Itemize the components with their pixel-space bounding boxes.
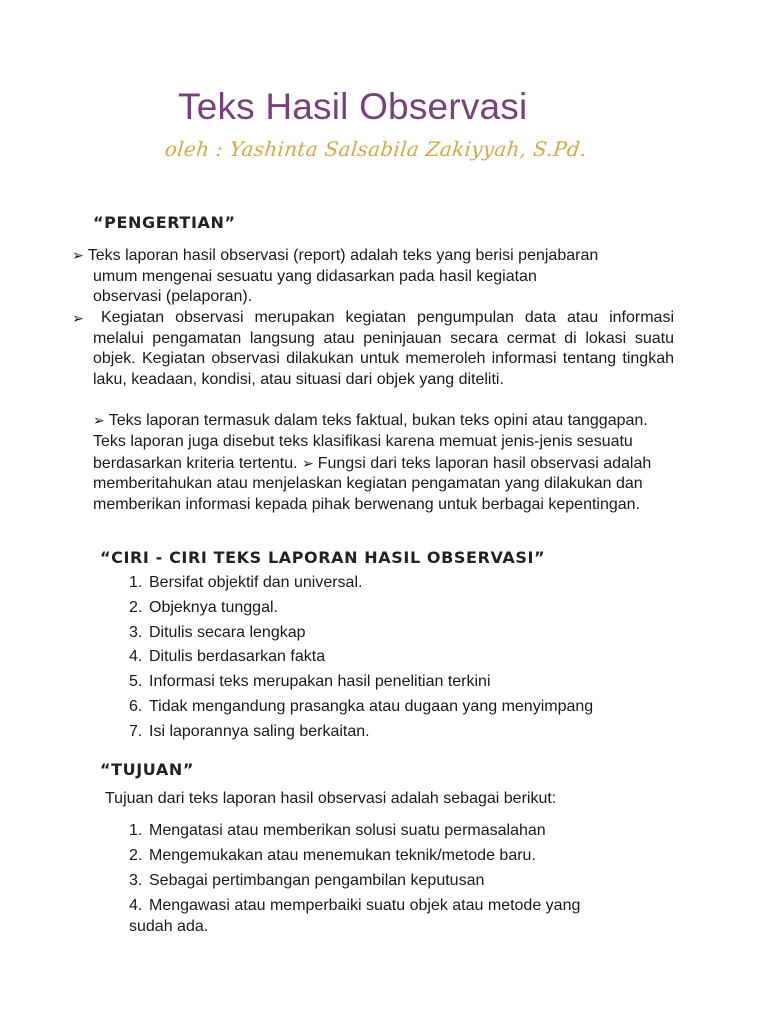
arrow-bullet-icon: ➢ <box>302 454 314 471</box>
author-signature: oleh : Yashinta Salsabila Zakiyyah, S.Pd. <box>163 137 588 161</box>
bullet-1-line1: Teks laporan hasil observasi (report) adalah teks yang berisi penjabaran <box>87 247 599 264</box>
bullet-3a-text: Teks laporan termasuk dalam teks faktual, bukan teks opini atau tanggapan. Teks laporan juga disebut teks klasifikasi karena memuat jenis-jenis sesuatu berdasarkan kriteria tertentu. <box>93 412 648 472</box>
bullet-1-rest: umum mengenai sesuatu yang didasarkan pada hasil kegiatan observasi (pelaporan). <box>93 267 537 305</box>
bullet-3b-text: Fungsi dari teks laporan hasil observasi adalah memberitahukan atau menjelaskan kegiatan pengamatan yang dilakukan dan memberikan informasi kepada pihak berwenang untuk berbagai kepentingan. <box>93 454 652 514</box>
list-item: 2. Objeknya tunggal. <box>129 598 278 616</box>
arrow-bullet-icon: ➢ <box>93 412 105 428</box>
page-title: Teks Hasil Observasi <box>178 86 528 127</box>
list-item: 3. Sebagai pertimbangan pengambilan keputusan <box>129 871 485 889</box>
list-item: 6. Tidak mengandung prasangka atau dugaan yang menyimpang <box>129 697 594 715</box>
list-item: 4. Mengawasi atau memperbaiki suatu objek atau metode yang sudah ada. <box>129 897 581 935</box>
bullet-2 <box>72 308 674 390</box>
bullet-2-text: Kegiatan observasi merupakan kegiatan pengumpulan data atau informasi melalui pengamatan langsung atau peninjauan secara cermat di lokasi suatu objek. Kegiatan observasi dilakukan untuk memeroleh informasi tentang tingkah laku, keadaan, kondisi, atau situasi dari objek yang diteliti. <box>93 309 674 388</box>
ciri-list <box>129 571 593 745</box>
tujuan-intro: Tujuan dari teks laporan hasil observasi adalah sebagai berikut: <box>105 790 557 807</box>
section-heading-pengertian: “PENGERTIAN” <box>93 213 236 232</box>
bullet-3 <box>93 410 663 516</box>
arrow-bullet-icon: ➢ <box>72 310 84 326</box>
list-item: 4. Ditulis berdasarkan fakta <box>129 648 326 666</box>
tujuan-list <box>129 819 580 937</box>
arrow-bullet-icon: ➢ <box>72 247 84 263</box>
section-heading-ciri: “CIRI - CIRI TEKS LAPORAN HASIL OBSERVASI” <box>100 548 546 567</box>
list-item: 7. Isi laporannya saling berkaitan. <box>129 722 370 740</box>
bullet-1 <box>72 245 672 308</box>
section-heading-tujuan: “TUJUAN” <box>100 760 194 779</box>
list-item: 3. Ditulis secara lengkap <box>129 623 306 641</box>
list-item: 1. Mengatasi atau memberikan solusi suatu permasalahan <box>129 822 546 839</box>
list-item: 1. Bersifat objektif dan universal. <box>129 574 363 591</box>
list-item: 2. Mengemukakan atau menemukan teknik/metode baru. <box>129 846 536 864</box>
list-item: 5. Informasi teks merupakan hasil penelitian terkini <box>129 673 491 691</box>
